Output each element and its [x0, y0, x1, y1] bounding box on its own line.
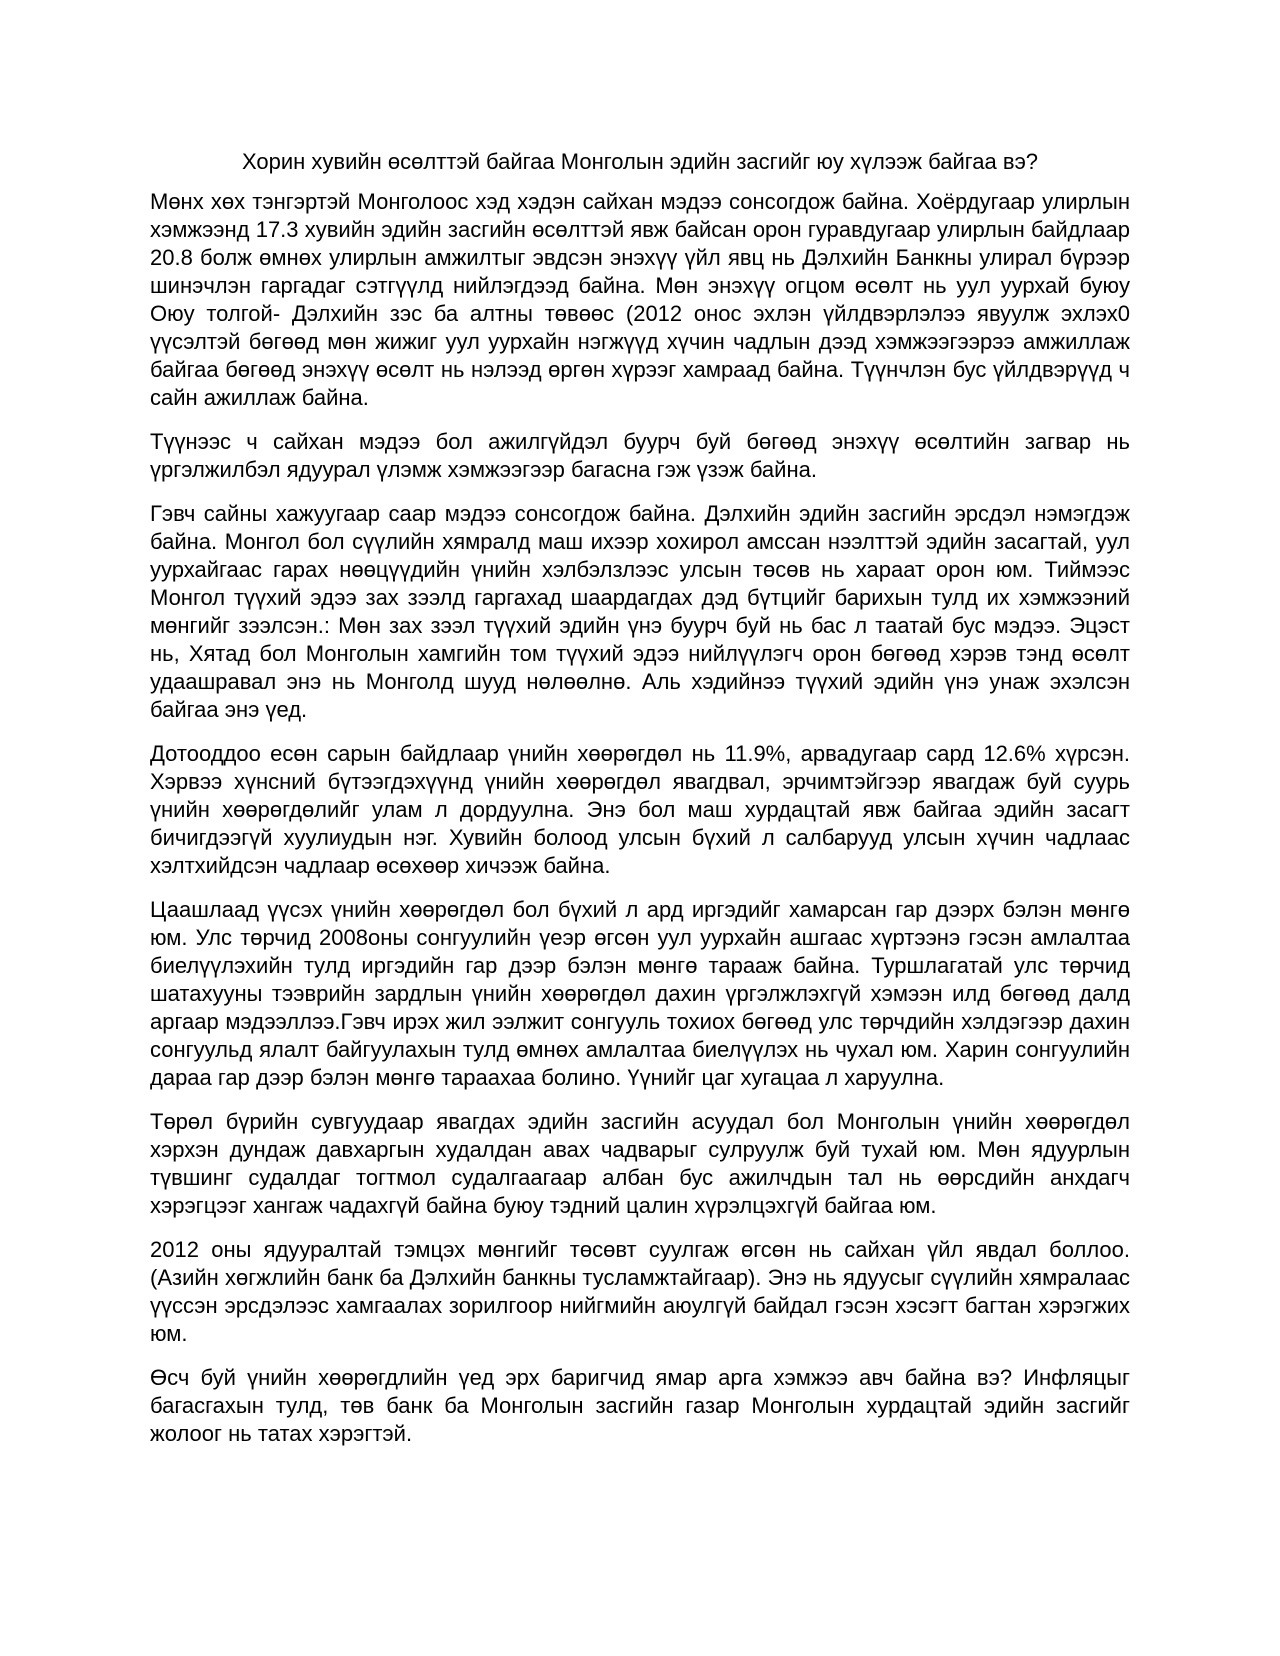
document-page — [150, 148, 1130, 1464]
paragraph-5: Цаашлаад үүсэх үнийн хөөрөгдөл бол бүхий л ард иргэдийг хамарсан гар дээрх бэлэн мөнгө юм. Улс төрчид 2008оны сонгуулийн үеэр өгсөн уул уурхайн ашгаас хүртээнэ гэсэн амлалтаа биелүүлэхийн тулд иргэдийн гар дээр бэлэн мөнгө тарааж байна. Туршлагатай улс төрчид шатахууны тээврийн зардлын үнийн хөөрөгдөл дахин үргэлжлэхгүй хэмээн илд бөгөөд далд аргаар мэдээллээ.Гэвч ирэх жил ээлжит сонгууль тохиох бөгөөд улс төрчдийн хэлдэгээр дахин сонгуульд ялалт байгуулахын тулд өмнөх амлалтаа биелүүлэх нь чухал юм. Харин сонгуулийн дараа гар дээр бэлэн мөнгө тараахаа болино. Үүнийг цаг хугацаа л харуулна. — [150, 897, 1130, 1090]
paragraph-4: Дотооддоо есөн сарын байдлаар үнийн хөөрөгдөл нь 11.9%, арвадугаар сард 12.6% хүрсэн. Хэрвээ хүнсний бүтээгдэхүүнд үнийн хөөрөгдөл явагдвал, эрчимтэйгээр явагдаж буй суурь үнийн хөөрөгдөлийг улам л дордуулна. Энэ бол маш хурдацтай явж байгаа эдийн засагт бичигдээгүй хуулиудын нэг. Хувийн болоод улсын бүхий л салбарууд улсын хүчин чадлаас хэлтхийдсэн чадлаар өсөхөөр хичээж байна. — [150, 741, 1130, 878]
paragraph-7: 2012 оны ядууралтай тэмцэх мөнгийг төсөвт суулгаж өгсөн нь сайхан үйл явдал боллоо. (Азийн хөгжлийн банк ба Дэлхийн банкны тусламжтайгаар). Энэ нь ядуусыг сүүлийн хямралаас үүссэн эрсдэлээс хамгаалах зорилгоор нийгмийн аюулгүй байдал гэсэн хэсэгт багтан хэрэгжих юм. — [150, 1237, 1130, 1346]
paragraph-1: Мөнх хөх тэнгэртэй Монголоос хэд хэдэн сайхан мэдээ сонсогдож байна. Хоёрдугаар улирлын хэмжээнд 17.3 хувийн эдийн засгийн өсөлттэй явж байсан орон гуравдугаар улирлын байдлаар 20.8 болж өмнөх улирлын амжилтыг эвдсэн энэхүү үйл явц нь Дэлхийн Банкны улирал бүрээр шинэчлэн гаргадаг сэтгүүлд нийлэгдээд байна. Мөн энэхүү огцом өсөлт нь уул уурхай буюу Оюу толгой- Дэлхийн зэс ба алтны төвөөс (2012 онос эхлэн үйлдвэрлэлээ явуулж эхлэх0 үүсэлтэй бөгөөд мөн жижиг уул уурхайн нэгжүүд хүчин чадлын дээд хэмжээгээрээ амжиллаж байгаа бөгөөд энэхүү өсөлт нь нэлээд өргөн хүрээг хамраад байна. Түүнчлэн бус үйлдвэрүүд ч сайн ажиллаж байна. — [150, 189, 1130, 410]
paragraph-2: Түүнээс ч сайхан мэдээ бол ажилгүйдэл буурч буй бөгөөд энэхүү өсөлтийн загвар нь үргэлжилбэл ядуурал үлэмж хэмжээгээр багасна гэж үзэж байна. — [150, 429, 1130, 482]
document-title: Хорин хувийн өсөлттэй байгаа Монголын эдийн засгийг юу хүлээж байгаа вэ? — [241, 149, 1039, 174]
paragraph-6: Төрөл бүрийн сувгуудаар явагдах эдийн засгийн асуудал бол Монголын үнийн хөөрөгдөл хэрхэн дундаж давхаргын худалдан авах чадварыг сулруулж буй тухай юм. Мөн ядуурлын түвшинг судалдаг тогтмол судалгаагаар албан бус ажилчдын тал нь өөрсдийн анхдагч хэрэгцээг хангаж чадахгүй байна буюу тэдний цалин хүрэлцэхгүй байгаа юм. — [150, 1109, 1130, 1218]
paragraph-8: Өсч буй үнийн хөөрөгдлийн үед эрх баригчид ямар арга хэмжээ авч байна вэ? Инфляцыг багасгахын тулд, төв банк ба Монголын засгийн газар Монголын хурдацтай эдийн засгийг жолоог нь татах хэрэгтэй. — [150, 1365, 1130, 1446]
paragraph-3: Гэвч сайны хажуугаар саар мэдээ сонсогдож байна. Дэлхийн эдийн засгийн эрсдэл нэмэгдэж байна. Монгол бол сүүлийн хямралд маш ихээр хохирол амссан нээлттэй эдийн засагтай, уул уурхайгаас гарах нөөцүүдийн үнийн хэлбэлзлээс улсын төсөв нь хараат орон юм. Тиймээс Монгол түүхий эдээ зах зээлд гаргахад шаардагдах дэд бүтцийг барихын тулд их хэмжээний мөнгийг зээлсэн.: Мөн зах зээл түүхий эдийн үнэ буурч буй нь бас л таатай бус мэдээ. Эцэст нь, Хятад бол Монголын хамгийн том түүхий эдээ нийлүүлэгч орон бөгөөд хэрэв тэнд өсөлт удаашравал энэ нь Монголд шууд нөлөөлнө. Аль хэдийнээ түүхий эдийн үнэ унаж эхэлсэн байгаа энэ үед. — [150, 501, 1130, 722]
